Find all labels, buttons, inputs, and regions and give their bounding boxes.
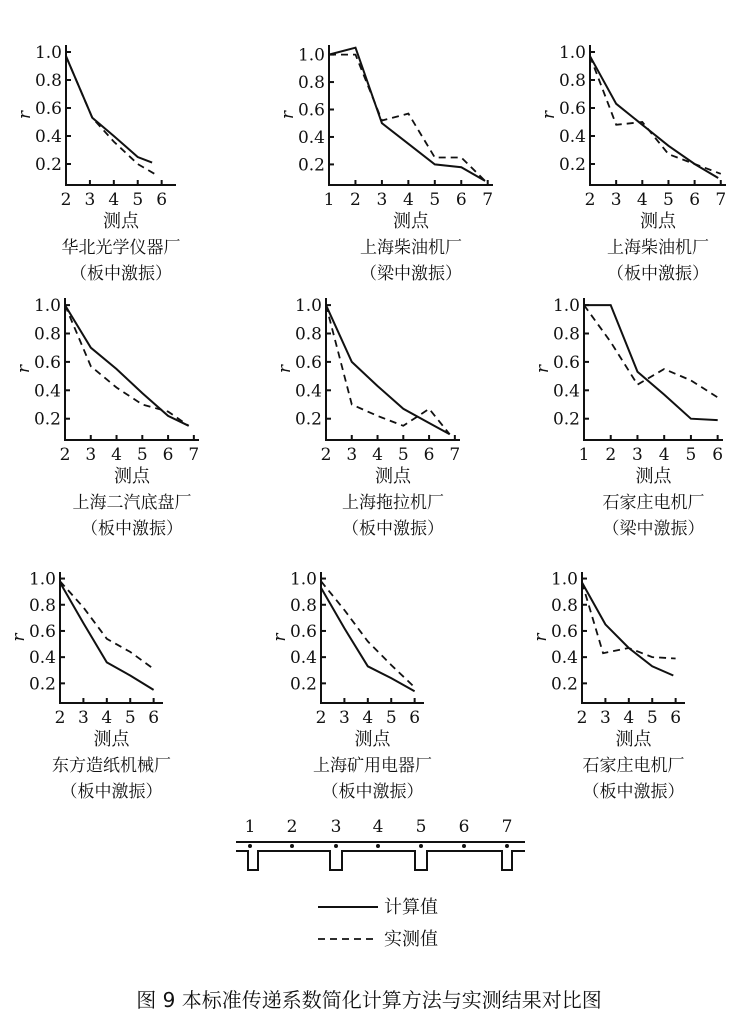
chart-axes [66, 45, 176, 185]
y-axis-label: r [533, 364, 553, 374]
x-tick-label: 5 [429, 190, 441, 210]
y-tick-label: 1.0 [558, 43, 586, 63]
measure-point-dot [290, 844, 294, 848]
series-line-meas [590, 56, 721, 174]
x-axis-label: 测点 [354, 729, 391, 750]
x-tick-label: 5 [397, 445, 409, 465]
chart-subtitle: （板中激振） [81, 519, 183, 539]
x-axis-label: 测点 [635, 466, 672, 487]
x-tick-label: 2 [350, 190, 361, 210]
x-tick-label: 6 [689, 190, 701, 210]
chart-panel [9, 570, 171, 802]
y-tick-label: 0.4 [552, 381, 580, 402]
y-tick-label: 0.4 [33, 381, 61, 402]
x-tick-label: 4 [658, 445, 670, 465]
y-tick-label: 1.0 [297, 45, 325, 66]
x-tick-label: 4 [108, 190, 120, 210]
x-tick-label: 4 [372, 445, 383, 465]
x-tick-label: 5 [663, 190, 674, 210]
x-tick-label: 2 [605, 445, 617, 465]
y-tick-label: 1.0 [552, 296, 580, 317]
measure-point-label: 3 [330, 817, 342, 837]
chart-axes [329, 45, 493, 185]
y-tick-label: 0.6 [28, 621, 56, 642]
x-tick-label: 3 [376, 190, 388, 210]
x-tick-label: 5 [385, 708, 397, 728]
y-tick-label: 0.8 [558, 71, 586, 91]
y-tick-label: 0.2 [294, 409, 322, 430]
x-tick-label: 3 [599, 708, 611, 728]
x-tick-label: 3 [346, 445, 358, 465]
series-line-meas [321, 581, 415, 687]
x-axis-label: 测点 [375, 466, 411, 487]
measure-point-label: 6 [458, 817, 470, 837]
x-tick-label: 4 [623, 708, 635, 728]
chart-title: 上海二汽底盘厂 [72, 493, 192, 513]
measure-point-labels [245, 817, 513, 848]
chart-subtitle: （板中激振） [607, 264, 709, 284]
series-line-calc [60, 583, 154, 690]
x-axis-label: 测点 [393, 211, 429, 232]
x-tick-label: 5 [132, 190, 144, 210]
x-tick-label: 1 [323, 190, 335, 210]
y-tick-label: 0.6 [552, 352, 580, 373]
x-tick-label: 7 [188, 445, 200, 465]
y-tick-label: 0.2 [558, 155, 586, 175]
y-tick-label: 0.8 [33, 324, 61, 345]
chart-panel [278, 45, 493, 284]
measure-point-label: 5 [415, 817, 427, 837]
x-axis-label: 测点 [640, 211, 676, 232]
measure-point-dot [334, 844, 338, 848]
y-tick-label: 0.8 [550, 595, 578, 616]
beam-slab-outline [236, 851, 525, 870]
chart-title: 上海拖拉机厂 [342, 493, 444, 513]
x-tick-label: 7 [482, 190, 494, 210]
chart-panel [270, 570, 432, 802]
x-tick-label: 3 [85, 445, 97, 465]
x-tick-label: 4 [402, 190, 414, 210]
x-tick-label: 5 [646, 708, 658, 728]
x-tick-label: 5 [136, 445, 148, 465]
chart-axes [590, 45, 726, 185]
y-tick-label: 0.4 [550, 648, 578, 669]
y-tick-label: 0.2 [552, 409, 580, 430]
legend [318, 897, 438, 950]
measure-point-dot [505, 844, 509, 848]
x-tick-label: 7 [449, 445, 461, 465]
x-axis-label: 测点 [103, 211, 139, 232]
series-line-meas [66, 56, 157, 175]
chart-axes [60, 572, 163, 703]
x-tick-label: 6 [156, 190, 168, 210]
y-axis-label: r [15, 110, 35, 120]
chart-subtitle: （板中激振） [60, 782, 163, 802]
chart-title: 石家庄电机厂 [582, 756, 685, 776]
y-tick-label: 1.0 [550, 569, 578, 590]
x-tick-label: 2 [584, 190, 596, 210]
chart-axes [582, 572, 685, 703]
measure-point-dot [376, 844, 380, 848]
measure-point-label: 2 [286, 817, 298, 837]
x-tick-label: 4 [362, 708, 374, 728]
y-tick-label: 0.4 [28, 648, 56, 669]
series-line-meas [329, 55, 485, 181]
y-tick-label: 0.2 [550, 674, 578, 695]
y-tick-label: 0.2 [28, 674, 56, 695]
x-tick-label: 2 [315, 708, 327, 728]
y-axis-label: r [14, 364, 34, 374]
legend-meas-label: 实测值 [384, 929, 438, 950]
chart-title: 东方造纸机械厂 [52, 756, 171, 776]
x-tick-label: 3 [610, 190, 622, 210]
y-tick-label: 1.0 [33, 296, 61, 317]
x-tick-label: 1 [578, 445, 590, 465]
x-tick-label: 6 [162, 445, 174, 465]
x-tick-label: 2 [59, 445, 71, 465]
x-tick-label: 6 [423, 445, 435, 465]
y-tick-label: 0.6 [294, 352, 322, 373]
x-tick-label: 2 [320, 445, 332, 465]
y-axis-label: r [278, 110, 298, 120]
series-line-meas [582, 583, 676, 659]
x-axis-label: 测点 [93, 729, 130, 750]
x-axis-label: 测点 [615, 729, 652, 750]
y-tick-label: 0.2 [297, 155, 325, 176]
y-axis-label: r [531, 633, 551, 642]
series-line-meas [60, 581, 154, 669]
y-tick-label: 0.8 [294, 324, 322, 345]
y-tick-label: 0.8 [297, 73, 325, 94]
x-tick-label: 6 [148, 708, 160, 728]
x-tick-label: 4 [636, 190, 648, 210]
y-tick-label: 0.6 [34, 99, 62, 119]
y-tick-label: 0.4 [558, 127, 586, 147]
chart-panel [14, 296, 199, 539]
chart-subtitle: （板中激振） [582, 782, 685, 802]
series-line-calc [66, 56, 152, 162]
chart-subtitle: （板中激振） [321, 782, 424, 802]
chart-title: 华北光学仪器厂 [61, 238, 181, 258]
x-tick-label: 6 [670, 708, 682, 728]
series-line-calc [65, 305, 189, 426]
y-tick-label: 0.8 [552, 324, 580, 345]
x-axis-label: 测点 [114, 466, 150, 487]
measure-point-label: 4 [372, 817, 384, 837]
x-tick-label: 5 [124, 708, 136, 728]
y-tick-label: 0.8 [28, 595, 56, 616]
chart-panel [275, 296, 460, 539]
x-tick-label: 4 [101, 708, 113, 728]
chart-panel [531, 570, 685, 802]
y-tick-label: 1.0 [289, 569, 317, 590]
y-tick-label: 0.4 [294, 381, 322, 402]
series-line-calc [321, 588, 415, 692]
beam-diagram [236, 817, 525, 870]
measure-point-dot [462, 844, 466, 848]
chart-axes [321, 572, 424, 703]
x-tick-label: 6 [409, 708, 421, 728]
chart-panel [533, 296, 723, 539]
y-axis-label: r [270, 633, 290, 642]
x-tick-label: 3 [338, 708, 350, 728]
y-tick-label: 0.4 [34, 127, 62, 147]
chart-title: 上海柴油机厂 [607, 238, 709, 258]
chart-title: 上海柴油机厂 [360, 238, 462, 258]
x-tick-label: 3 [77, 708, 89, 728]
x-tick-label: 6 [712, 445, 724, 465]
x-tick-label: 4 [111, 445, 122, 465]
legend-calc-label: 计算值 [384, 897, 438, 918]
y-tick-label: 0.2 [289, 674, 317, 695]
series-line-meas [326, 305, 450, 434]
y-tick-label: 0.4 [297, 127, 325, 148]
chart-subtitle: （板中激振） [70, 264, 172, 284]
x-tick-label: 5 [685, 445, 697, 465]
chart-title: 上海矿用电器厂 [313, 756, 432, 776]
y-axis-label: r [539, 110, 559, 120]
x-tick-label: 2 [54, 708, 66, 728]
y-tick-label: 0.8 [289, 595, 317, 616]
y-tick-label: 0.6 [297, 100, 325, 121]
series-line-meas [65, 305, 189, 426]
x-tick-label: 6 [455, 190, 467, 210]
series-line-calc [590, 56, 718, 178]
chart-panel [539, 43, 726, 284]
chart-subtitle: （梁中激振） [602, 519, 705, 539]
y-tick-label: 0.2 [33, 409, 61, 430]
y-tick-label: 0.8 [34, 71, 62, 91]
y-tick-label: 0.6 [33, 352, 61, 373]
y-tick-label: 0.6 [550, 621, 578, 642]
measure-point-dot [419, 844, 423, 848]
chart-subtitle: （板中激振） [342, 519, 444, 539]
y-axis-label: r [9, 633, 29, 642]
series-line-calc [326, 305, 450, 434]
figure-caption: 图 9 本标准传递系数简化计算方法与实测结果对比图 [136, 988, 602, 1012]
y-tick-label: 0.6 [289, 621, 317, 642]
chart-axes [326, 298, 460, 440]
y-tick-label: 0.2 [34, 155, 62, 175]
x-tick-label: 3 [632, 445, 643, 465]
measure-point-dot [248, 844, 252, 848]
y-tick-label: 1.0 [34, 43, 62, 63]
measure-point-label: 7 [501, 817, 513, 837]
y-tick-label: 0.6 [558, 99, 586, 119]
y-axis-label: r [275, 364, 295, 374]
y-tick-label: 1.0 [294, 296, 322, 317]
chart-title: 石家庄电机厂 [602, 493, 705, 513]
x-tick-label: 7 [715, 190, 727, 210]
measure-point-label: 1 [244, 817, 256, 837]
y-tick-label: 0.4 [289, 648, 317, 669]
x-tick-label: 3 [84, 190, 96, 210]
chart-panel [15, 43, 181, 284]
y-tick-label: 1.0 [28, 569, 56, 590]
series-line-calc [584, 305, 718, 420]
x-tick-label: 2 [60, 190, 72, 210]
x-tick-label: 2 [576, 708, 588, 728]
chart-grid [9, 43, 726, 802]
chart-subtitle: （梁中激振） [360, 264, 462, 284]
